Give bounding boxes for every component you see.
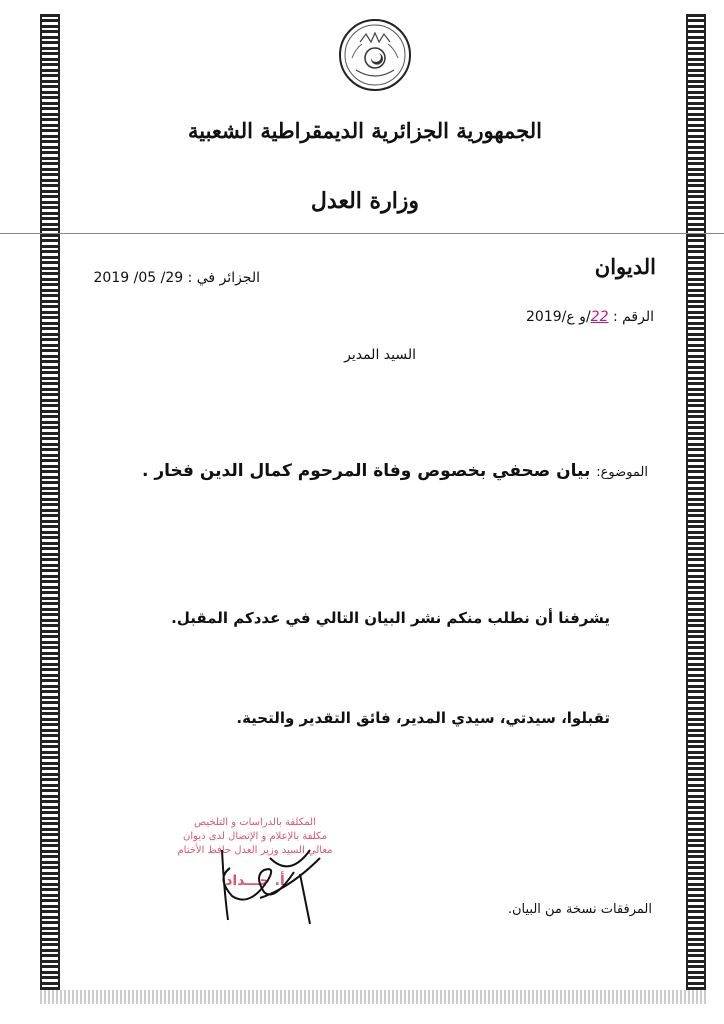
subject-label: الموضوع: [596,465,648,480]
handwritten-signature-icon [200,828,330,928]
header-divider [0,233,724,234]
republic-title: الجمهورية الجزائرية الديمقراطية الشعبية [187,118,542,143]
ministry-title: وزارة العدل [310,188,420,214]
attachments-note: المرفقات نسخة من البيان. [507,902,652,917]
reference-number [526,309,654,325]
stamp-line-1: المكلفة بالدراسات و التلخيص [194,817,316,828]
decorative-border-left [40,14,60,1004]
reference-prefix: الرقم : [612,309,654,325]
body-paragraph-1: يشرفنا أن نطلب منكم نشر البيان التالي في عددكم المقبل. [171,609,610,627]
reference-handwritten-number: 22 [590,309,609,325]
office-label: الديوان [594,254,656,279]
algeria-emblem-icon [338,18,412,92]
decorative-border-bottom [40,990,706,1004]
subject-line [142,461,648,481]
letter-date: الجزائر في : 29/ 05/ 2019 [93,270,260,286]
decorative-border-right [686,14,706,1004]
body-paragraph-2: تقبلوا، سيدتي، سيدي المدير، فائق التقدير والتحية. [236,709,610,727]
recipient: السيد المدير [344,347,416,363]
stamp-signatory-name: أ. حـــداد [225,873,285,889]
stamp-line-3: معالي السيد وزير العدل حافظ الأختام [177,845,333,856]
subject-text: بيان صحفي بخصوص وفاة المرحوم كمال الدين فخار . [141,461,591,481]
reference-suffix: /و ع/2019 [526,309,591,325]
stamp-line-2: مكلفة بالإعلام و الإتصال لدى ديوان [183,831,327,842]
